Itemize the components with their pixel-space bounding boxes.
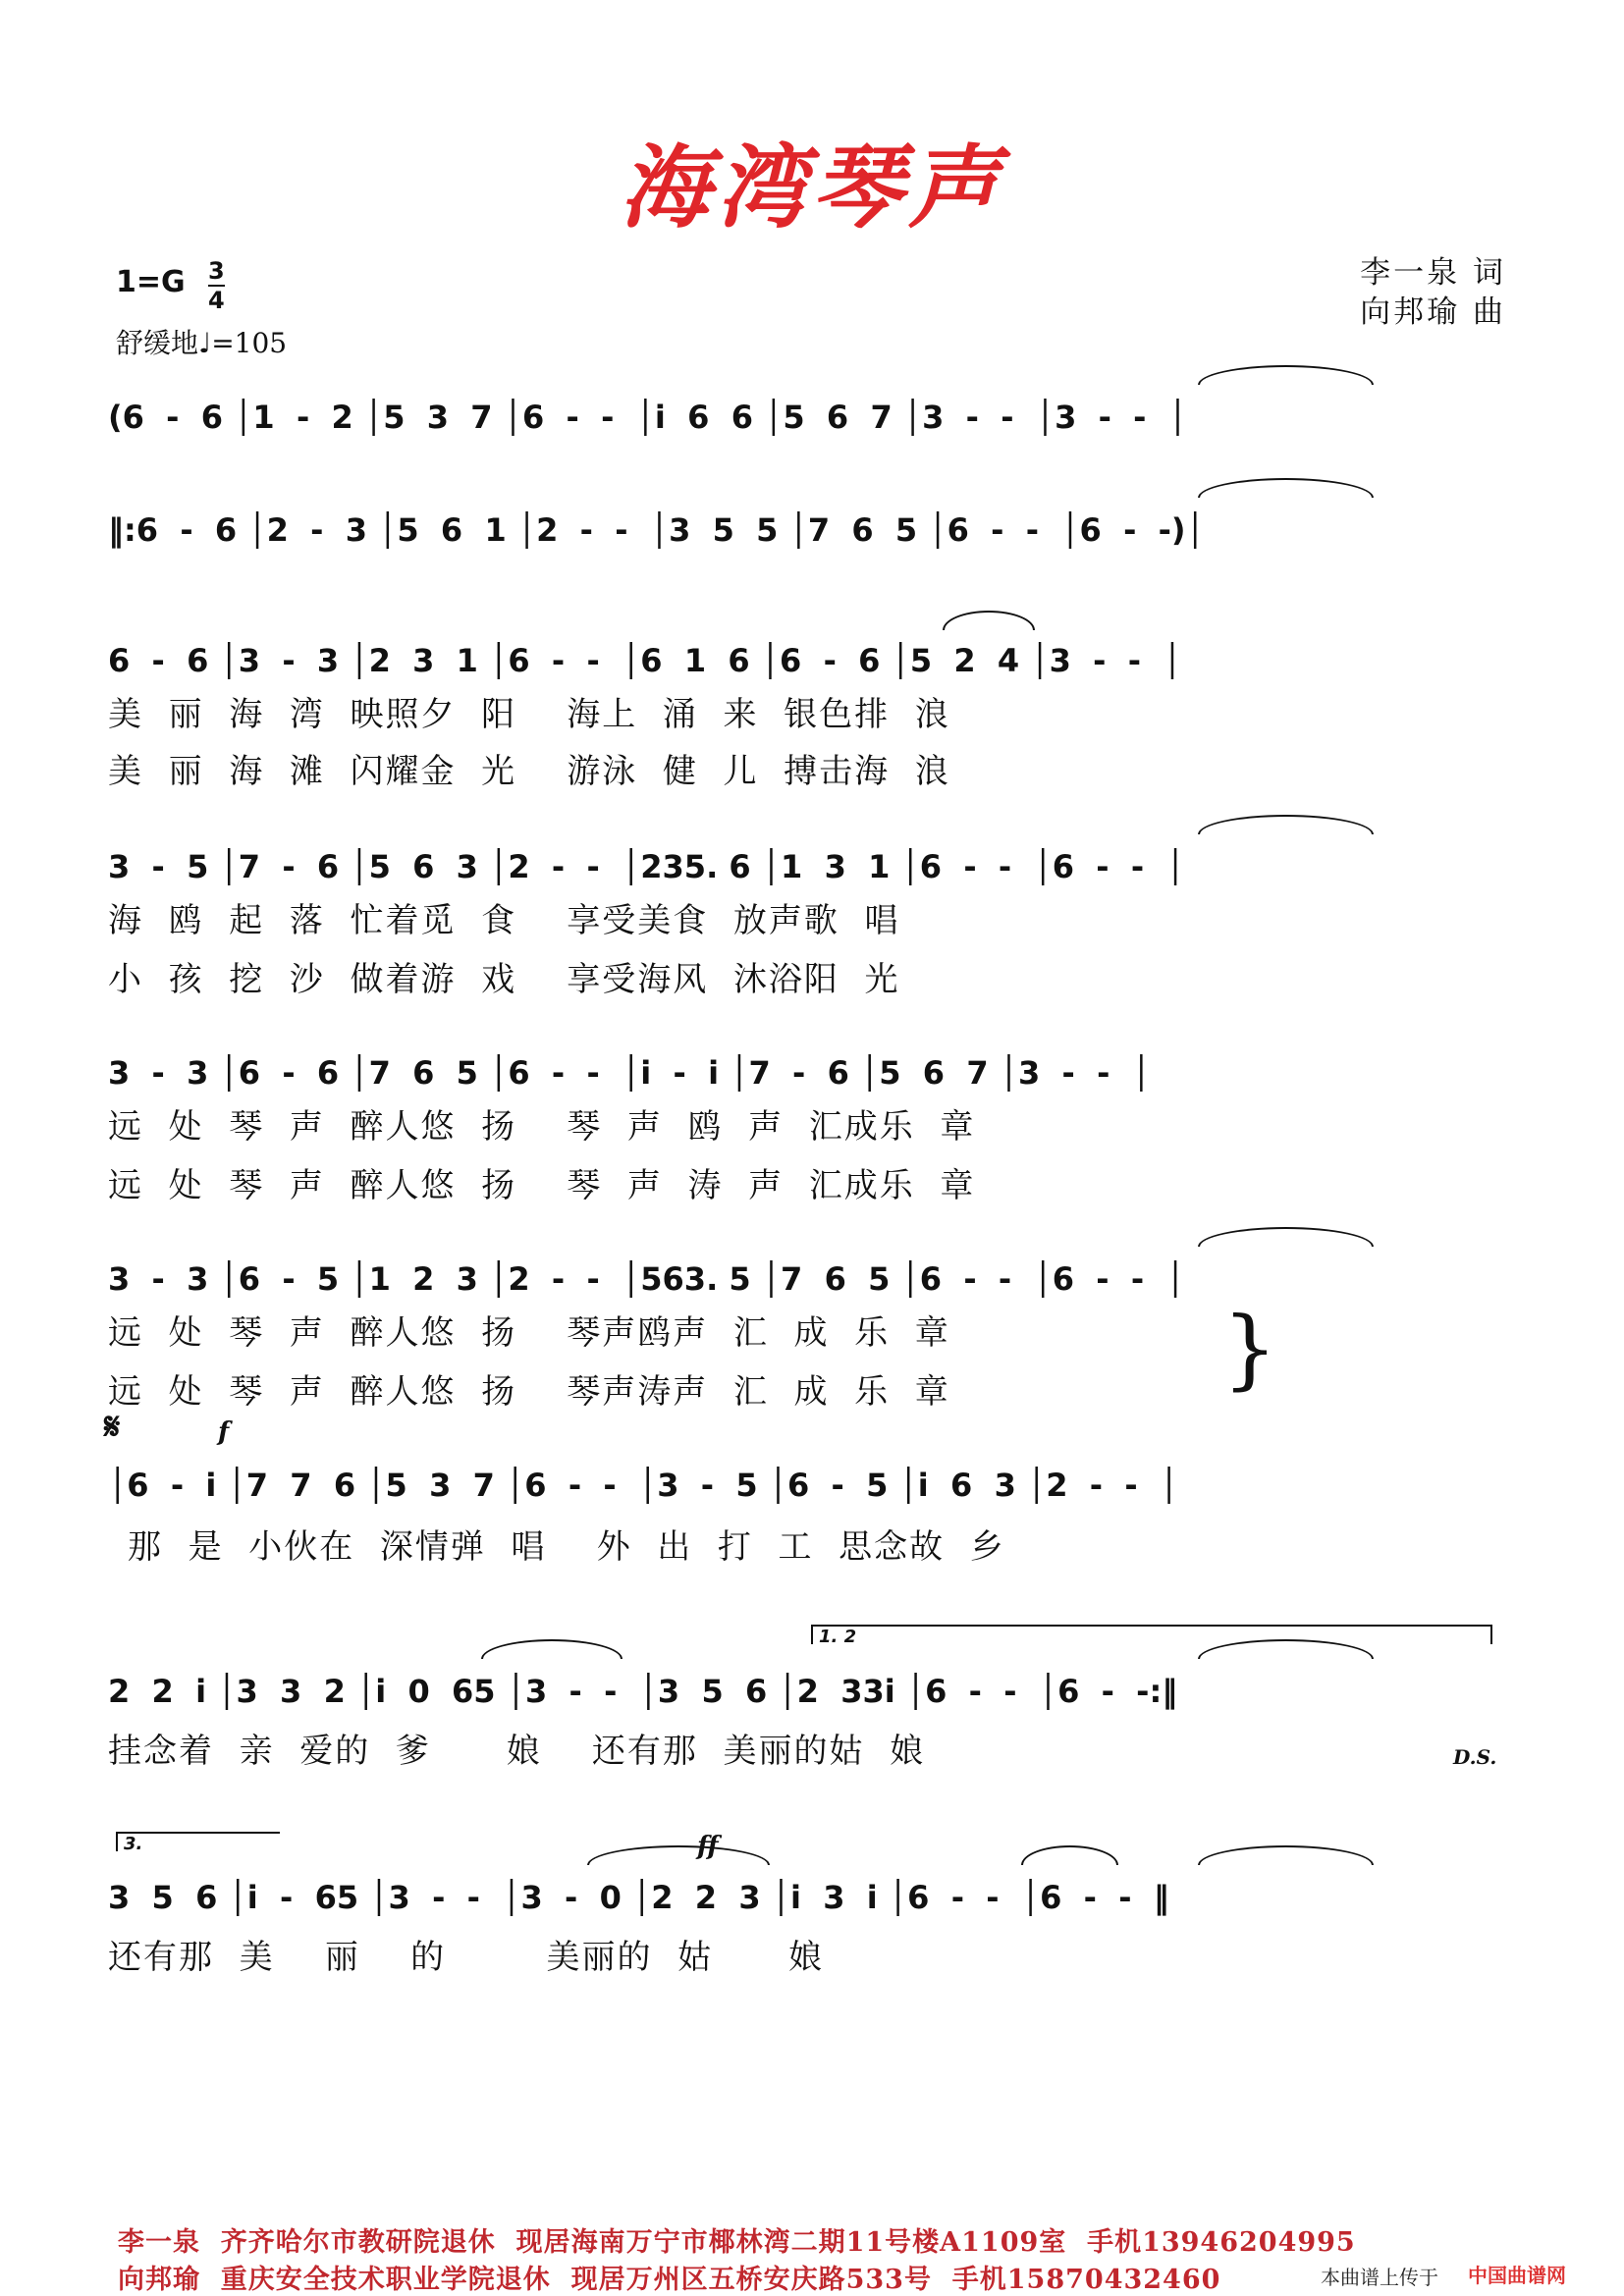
- lyric-line-1: 海 鸥 起 落 忙着觅 食 享受美食 放声歌 唱: [108, 901, 900, 940]
- upload-note: 本曲谱上传于: [1321, 2266, 1438, 2289]
- score-row-4: [108, 842, 1522, 999]
- tie: [1198, 1227, 1374, 1247]
- lyric-line-1: 挂念着 亲 爱的 爹 娘 还有那 美丽的姑 娘: [108, 1732, 926, 1771]
- row-notes: 3 - 3 │6 - 6 │7 6 5 │6 - - │i - i │7 - 6 │5 6 7 │3 - - │: [108, 1054, 1151, 1092]
- row-notes: 6 - 6 │3 - 3 │2 3 1 │6 - - │6 1 6 │6 - 6 │5 2 4 │3 - - │: [108, 642, 1182, 679]
- forte-mark: f: [218, 1417, 230, 1447]
- score-row-8: [108, 1667, 1522, 1771]
- volta-3-label: 3.: [124, 1834, 143, 1854]
- lyric-line-1: 还有那 美 丽 的 美丽的 姑 娘: [108, 1938, 824, 1977]
- volta-1-2-label: 1. 2: [819, 1627, 857, 1647]
- row-notes: 3 5 6 │i - 65 │3 - - │3 - 0 │2 2 3 │i 3 i │6 - - │6 - - ‖: [108, 1879, 1169, 1916]
- score-row-1: [108, 393, 1522, 461]
- brace: }: [1222, 1298, 1277, 1399]
- slur: [481, 1639, 623, 1659]
- tie: [587, 1845, 770, 1865]
- lyric-line-2: 远 处 琴 声 醉人悠 扬 琴声涛声 汇 成 乐 章: [108, 1372, 950, 1412]
- row-notes: │6 - i │7 7 6 │5 3 7 │6 - - │3 - 5 │6 - 5 │i 6 3 │2 - - │: [108, 1467, 1179, 1504]
- row-notes: 3 - 5 │7 - 6 │5 6 3 │2 - - │235. 6 │1 3 1 │6 - - │6 - - │: [108, 848, 1185, 885]
- score-row-2: [108, 506, 1522, 574]
- page-title: 海湾琴声: [619, 134, 1004, 240]
- score-row-9: [108, 1873, 1522, 1977]
- time-bottom: 4: [208, 287, 225, 314]
- dal-segno-mark: D.S.: [1453, 1745, 1497, 1769]
- score-row-6: [108, 1255, 1522, 1412]
- score-row-7: [108, 1461, 1522, 1567]
- row-notes: 2 2 i │3 3 2 │i 0 65 │3 - - │3 5 6 │2 33i │6 - - │6 - -:‖: [108, 1673, 1178, 1710]
- key-signature: 1=G: [116, 265, 186, 299]
- footer-line-1: 李一泉 齐齐哈尔市教研院退休 现居海南万宁市椰林湾二期11号楼A1109室 手机13946204995: [118, 2227, 1356, 2258]
- row-notes: (6 - 6 │1 - 2 │5 3 7 │6 - - │i 6 6 │5 6 7 │3 - - │3 - - │: [108, 399, 1187, 436]
- tempo-marking: 舒缓地♩=105: [116, 327, 288, 359]
- site-watermark: 中国曲谱网: [1468, 2264, 1566, 2287]
- tie: [943, 611, 1035, 630]
- lyric-line-1: 远 处 琴 声 醉人悠 扬 琴 声 鸥 声 汇成乐 章: [108, 1107, 976, 1147]
- lyric-line-1: 远 处 琴 声 醉人悠 扬 琴声鸥声 汇 成 乐 章: [108, 1313, 950, 1353]
- time-signature: [208, 257, 225, 314]
- footer-line-2: 向邦瑜 重庆安全技术职业学院退休 现居万州区五桥安庆路533号 手机15870432460: [118, 2265, 1221, 2295]
- lyric-line-2: 远 处 琴 声 醉人悠 扬 琴 声 涛 声 汇成乐 章: [108, 1166, 976, 1205]
- row-notes: ‖:6 - 6 │2 - 3 │5 6 1 │2 - - │3 5 5 │7 6 5 │6 - - │6 - -)│: [108, 511, 1205, 549]
- score-row-3: [108, 636, 1522, 791]
- lyric-line-1: 那 是 小伙在 深情弹 唱 外 出 打 工 思念故 乡: [128, 1527, 1005, 1567]
- score-row-5: [108, 1048, 1522, 1205]
- lyric-line-2: 美 丽 海 滩 闪耀金 光 游泳 健 儿 搏击海 浪: [108, 752, 950, 791]
- lyricist-credit: 李一泉 词: [1360, 255, 1506, 291]
- segno-sign: 𝄋: [104, 1404, 121, 1448]
- time-top: 3: [208, 257, 225, 285]
- tie: [1198, 815, 1374, 834]
- slur: [1021, 1845, 1118, 1865]
- composer-credit: 向邦瑜 曲: [1360, 294, 1506, 330]
- tie: [1198, 365, 1374, 385]
- tie: [1198, 478, 1374, 498]
- volta-1-2: [811, 1625, 1492, 1647]
- volta-3: [116, 1832, 280, 1854]
- tie: [1198, 1845, 1374, 1865]
- fortissimo-mark: ff: [697, 1832, 719, 1861]
- lyric-line-1: 美 丽 海 湾 映照夕 阳 海上 涌 来 银色排 浪: [108, 695, 950, 734]
- row-notes: 3 - 3 │6 - 5 │1 2 3 │2 - - │563. 5 │7 6 5 │6 - - │6 - - │: [108, 1260, 1185, 1298]
- lyric-line-2: 小 孩 挖 沙 做着游 戏 享受海风 沐浴阳 光: [108, 960, 900, 999]
